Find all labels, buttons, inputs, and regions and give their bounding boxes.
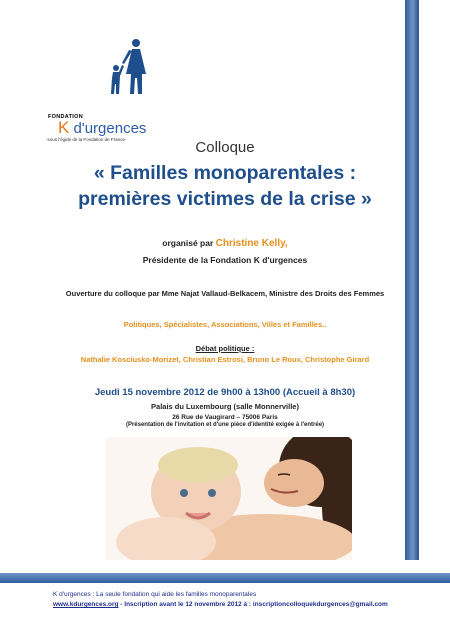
organizer-line <box>0 238 450 249</box>
logo-brand-name <box>58 118 146 138</box>
organizer-prefix: organisé par <box>162 238 216 248</box>
logo-egide-text: -sous l'égide de la Fondation de France- <box>46 137 127 142</box>
debate-label-line <box>0 344 450 353</box>
event-title <box>0 160 450 212</box>
debate-speakers: Nathalie Kosciusko-Morizet, Christian Estrosi, Bruno Le Roux, Christophe Girard <box>80 355 370 364</box>
organizer-name: Christine Kelly, <box>215 238 288 249</box>
footer-tagline: K d'urgences : La seule fondation qui aide les familles monoparentales <box>53 591 257 598</box>
fondation-logo <box>30 38 160 142</box>
footer-registration <box>53 600 388 610</box>
decorative-bottom-bar <box>0 573 450 583</box>
colloque-label: Colloque <box>195 139 255 156</box>
mother-child-photo <box>106 437 352 560</box>
logo-k-letter: K <box>58 118 70 137</box>
participants-line: Politiques, Spécialistes, Associations, Villes et Familles.. <box>123 320 327 329</box>
event-address: 26 Rue de Vaugirard – 75006 Paris <box>172 414 278 421</box>
footer <box>53 590 388 610</box>
logo-durgences-text: d'urgences <box>69 120 147 137</box>
website-link[interactable]: www.kdurgences.org <box>53 601 119 608</box>
registration-text: - Inscription avant le 12 novembre 2012 à : inscriptioncolloquekdurgences@gmail.com <box>118 601 388 608</box>
event-date: Jeudi 15 novembre 2012 de 9h00 à 13h00 (Accueil à 8h30) <box>94 387 356 398</box>
logo-fondation-text: FONDATION <box>48 114 83 120</box>
opening-speaker: Ouverture du colloque par Mme Najat Vallaud-Belkacem, Ministre des Droits des Femmes <box>65 289 385 298</box>
event-entry-note: (Présentation de l'invitation et d'une pièce d'identité exigée à l'entrée) <box>125 422 325 428</box>
decorative-side-bar <box>405 0 419 560</box>
event-title-line1: « Familles monoparentales : <box>93 162 357 184</box>
family-silhouette-icon <box>98 38 158 96</box>
event-title-line2: premières victimes de la crise » <box>78 188 372 210</box>
organizer-role: Présidente de la Fondation K d'urgences <box>142 255 308 265</box>
event-venue: Palais du Luxembourg (salle Monnerville) <box>151 402 299 411</box>
debate-label-suffix: : <box>249 344 255 353</box>
debate-label: Débat politique <box>195 344 250 353</box>
